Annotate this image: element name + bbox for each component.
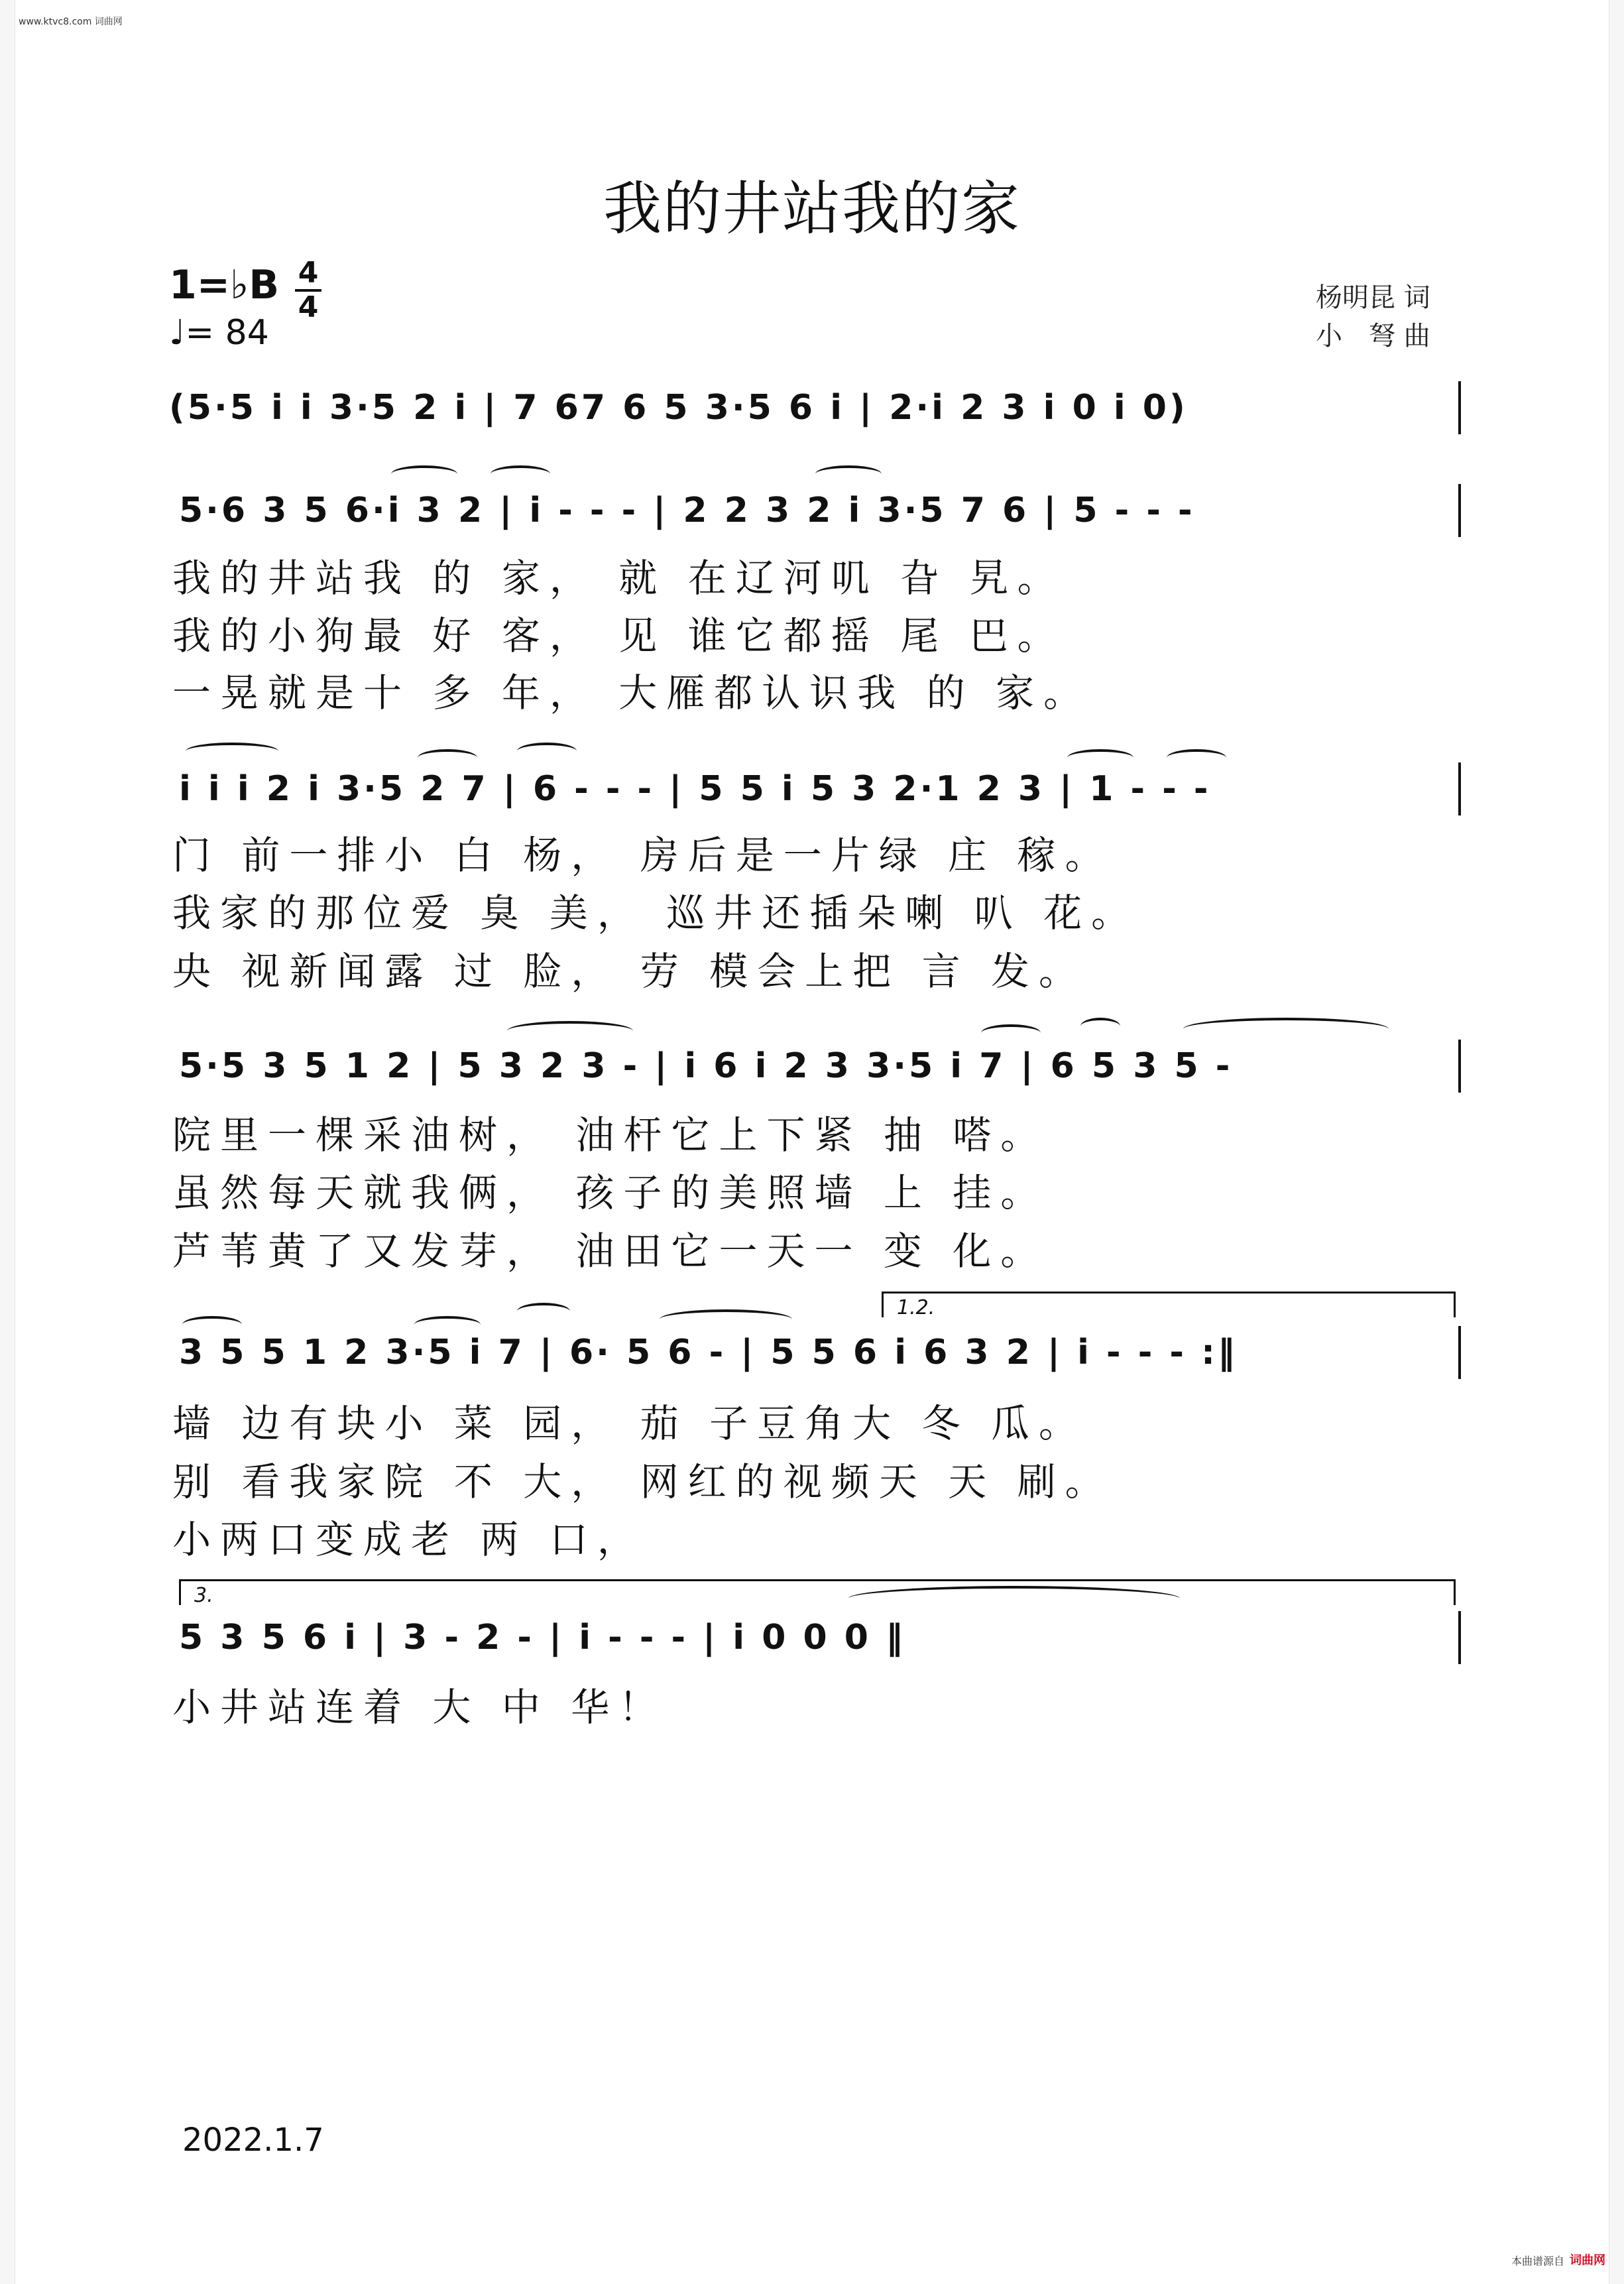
slur xyxy=(186,743,278,760)
slur xyxy=(491,465,550,483)
lyric-verse-2: 虽然每天就我俩， 孩子的美照墙 上 挂。 xyxy=(172,1170,1049,1215)
notation-line: i i i 2 i 3·5 2 7 | 6 - - - | 5 5 i 5 3 2·1 2 3 | 1 - - - xyxy=(179,769,1211,809)
slur xyxy=(517,1303,570,1320)
lyric-verse-1: 小井站连着 大 中 华！ xyxy=(172,1685,667,1730)
barline xyxy=(1458,484,1461,537)
lyric-verse-2: 我家的那位爱 臭 美， 巡井还插朵喇 叭 花。 xyxy=(172,890,1139,935)
slur xyxy=(418,749,477,766)
barline xyxy=(1458,1326,1461,1379)
slur xyxy=(517,743,577,760)
slur xyxy=(391,465,457,483)
time-bottom: 4 xyxy=(298,290,319,324)
time-top: 4 xyxy=(298,256,319,290)
notation-line: 3 5 5 1 2 3·5 i 7 | 6· 5 6 - | 5 5 6 i 6 3 2 | i - - - :‖ xyxy=(179,1333,1238,1372)
key-signature: 1=♭B xyxy=(169,262,280,308)
barline xyxy=(1458,762,1461,815)
site-header: www.ktvc8.com 词曲网 xyxy=(19,17,123,27)
lyric-verse-1: 我的井站我 的 家， 就 在辽河叽 旮 旯。 xyxy=(172,556,1065,601)
slur xyxy=(1167,749,1226,766)
footer-logo: 词曲网 xyxy=(1570,2254,1605,2267)
composer-credit: 小 弩 曲 xyxy=(1316,321,1430,351)
slur xyxy=(1067,749,1133,766)
lyric-verse-1: 门 前一排小 白 杨， 房后是一片绿 庄 稼。 xyxy=(172,833,1113,878)
lyric-verse-3: 一晃就是十 多 年， 大雁都认识我 的 家。 xyxy=(172,670,1092,715)
credits xyxy=(1316,278,1430,355)
song-title: 我的井站我的家 xyxy=(603,174,1021,243)
slur xyxy=(414,1316,481,1333)
slur xyxy=(1080,1018,1120,1035)
notation-line: 5 3 5 6 i | 3 - 2 - | i - - - | i 0 0 0 ‖ xyxy=(179,1618,906,1657)
footer-source: 本曲谱源自 xyxy=(1511,2255,1564,2267)
volta-bracket xyxy=(882,1292,1456,1317)
left-margin-strip xyxy=(0,0,15,2284)
lyric-verse-1: 院里一棵采油树， 油杆它上下紧 抽 嗒。 xyxy=(172,1112,1049,1158)
barline xyxy=(1458,1611,1461,1664)
tempo-marking: ♩= 84 xyxy=(169,313,269,353)
volta-label: 3. xyxy=(194,1584,213,1607)
slur xyxy=(815,465,882,483)
slur xyxy=(182,1316,242,1333)
lyric-verse-3: 芦苇黄了又发芽， 油田它一天一 变 化。 xyxy=(172,1229,1049,1274)
lyric-verse-3: 小两口变成老 两 口， xyxy=(172,1517,645,1562)
slur xyxy=(507,1021,633,1041)
notation-line: (5·5 i i 3·5 2 i | 7 67 6 5 3·5 6 i | 2·i 2 3 i 0 i 0) xyxy=(169,388,1188,428)
notation-line: 5·5 3 5 1 2 | 5 3 2 3 - | i 6 i 2 3 3·5 i 7 | 6 5 3 5 - xyxy=(179,1046,1233,1086)
lyric-verse-3: 央 视新闻露 过 脸， 劳 模会上把 言 发。 xyxy=(172,949,1087,994)
volta-label: 1.2. xyxy=(897,1296,935,1319)
notation-line: 5·6 3 5 6·i 3 2 | i - - - | 2 2 3 2 i 3·5 7 6 | 5 - - - xyxy=(179,491,1195,530)
barline xyxy=(1458,381,1461,434)
tie xyxy=(848,1586,1180,1611)
volta-bracket xyxy=(179,1579,1456,1605)
lyric-verse-1: 墙 边有块小 菜 园， 茄 子豆角大 冬 瓜。 xyxy=(172,1401,1087,1446)
right-margin-strip xyxy=(1609,0,1624,2284)
date: 2022.1.7 xyxy=(182,2122,324,2159)
barline xyxy=(1458,1040,1461,1093)
lyric-verse-2: 别 看我家院 不 大， 网红的视频天 天 刷。 xyxy=(172,1459,1113,1504)
lyric-verse-2: 我的小狗最 好 客， 见 谁它都摇 尾 巴。 xyxy=(172,613,1065,658)
slur xyxy=(1183,1018,1389,1040)
time-signature xyxy=(295,256,321,324)
lyricist-credit: 杨明昆 词 xyxy=(1316,282,1430,313)
slur xyxy=(981,1024,1041,1042)
slur xyxy=(660,1309,792,1329)
